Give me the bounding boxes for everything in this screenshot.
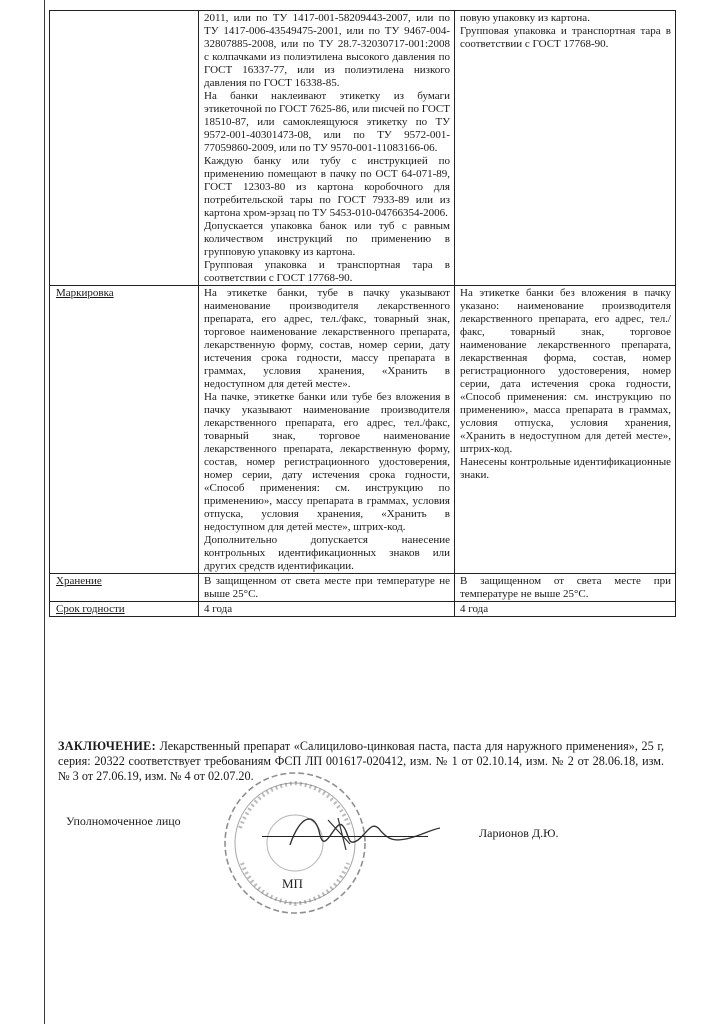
conclusion-heading: ЗАКЛЮЧЕНИЕ: xyxy=(58,739,156,753)
shelf-life-result: 4 года xyxy=(455,602,676,617)
handwritten-signature-icon xyxy=(280,800,450,870)
table-row-shelf-life xyxy=(50,602,676,617)
page-edge-line xyxy=(44,0,45,1024)
packaging-result-cell xyxy=(455,11,676,286)
signer-name: Ларионов Д.Ю. xyxy=(479,826,559,840)
marking-requirements-cell xyxy=(199,286,455,574)
packaging-req-paragraph: 2011, или по ТУ 1417-001-58209443-2007, или по ТУ 1417-006-43549475-2001, или по ТУ 9467-004-32807885-2008, или по ТУ 28.7-32030717-001:2008 с колпачками из полиэтилена высокого давления по ГОСТ 16337-77, или из полиэтилена низкого давления по ГОСТ 16338-85. xyxy=(204,12,450,89)
packaging-req-paragraph: Каждую банку или тубу с инструкцией по применению помещают в пачку по ОСТ 64-071-89, ГОСТ 12303-80 из картона коробочного для потребительской тары по ГОСТ 7933-89 или из картона хром-эрзац по ТУ 5453-010-04766354-2006. xyxy=(204,155,450,219)
shelf-life-requirement: 4 года xyxy=(199,602,455,617)
packaging-req-paragraph: Групповая упаковка и транспортная тара в соответствии с ГОСТ 17768-90. xyxy=(204,259,450,284)
marking-result-paragraph: Нанесены контрольные идентификационные знаки. xyxy=(460,456,671,481)
packaging-req-paragraph: Допускается упаковка банок или туб с равным количеством инструкций по применению в групповую упаковку из картона. xyxy=(204,220,450,258)
marking-req-paragraph: На этикетке банки, тубе в пачку указывают наименование производителя лекарственного препарата, его адрес, тел./факс, товарный знак, торговое наименование лекарственного препарата, лекарственную форму, состав, номер серии, дату истечения срока годности, массу препарата в граммах, условия хранения, «Хранить в недоступном для детей месте». xyxy=(204,287,450,390)
marking-req-paragraph: Дополнительно допускается нанесение контрольных идентификационных знаков или других средств идентификации. xyxy=(204,534,450,572)
conclusion-text: Лекарственный препарат «Салицилово-цинковая паста, паста для наружного применения», 25 г, серия: 20322 соответствует требованиям ФСП ЛП 001617-020412, изм. № 1 от 02.10.14, изм. № 2 от 28.06.18, изм. № 3 от 27.06.19, изм. № 4 от 02.07.20. xyxy=(58,739,664,783)
storage-label: Хранение xyxy=(50,574,199,602)
packaging-requirements-cell xyxy=(199,11,455,286)
table-row-packaging xyxy=(50,11,676,286)
marking-result-cell xyxy=(455,286,676,574)
table-row-marking xyxy=(50,286,676,574)
marking-result-paragraph: На этикетке банки без вложения в пачку указано: наименование производителя лекарственного препарата, его адрес, тел./факс, товарный знак, торговое наименование лекарственного препарата, лекарственная форма, состав, номер регистрационного удостоверения, номер серии, дата истечения срока годности, «Способ применения: см. инструкцию по применению», масса препарата в граммах, условия отпуска, условия хранения, «Хранить в недоступном для детей месте», штрих-код. xyxy=(460,287,671,455)
packaging-result-paragraph: повую упаковку из картона. xyxy=(460,12,590,24)
shelf-life-label: Срок годности xyxy=(50,602,199,617)
specification-table xyxy=(49,10,676,617)
storage-result: В защищенном от света месте при температуре не выше 25°С. xyxy=(455,574,676,602)
packaging-result-paragraph: Групповая упаковка и транспортная тара в соответствии с ГОСТ 17768-90. xyxy=(460,25,671,50)
packaging-req-paragraph: На банки наклеивают этикетку из бумаги этикеточной по ГОСТ 7625-86, или писчей по ГОСТ 18510-87, или самоклеящуюся этикетку по ТУ 9572-001-40301473-08, или по ТУ 9572-001-77059860-2009, или по ТУ 9570-001-11083166-06. xyxy=(204,90,450,154)
stamp-mark-text: МП xyxy=(282,876,303,891)
storage-requirement: В защищенном от света месте при температуре не выше 25°С. xyxy=(199,574,455,602)
marking-label: Маркировка xyxy=(50,286,199,574)
marking-req-paragraph: На пачке, этикетке банки или тубе без вложения в пачку указывают наименование производителя лекарственного препарата, его адрес, тел./факс, товарный знак, торговое наименование лекарственного препарата, лекарственную форму, состав, номер регистрационного удостоверения, номер серии, дату истечения срока годности, «Способ применения: см. инструкцию по применению», массу препарата в граммах, условия отпуска, условия хранения, «Хранить в недоступном для детей месте», штрих-код. xyxy=(204,391,450,533)
authorized-person-label: Уполномоченное лицо xyxy=(66,814,181,828)
table-row-storage xyxy=(50,574,676,602)
signature-line xyxy=(262,836,428,837)
packaging-label-cell xyxy=(50,11,199,286)
